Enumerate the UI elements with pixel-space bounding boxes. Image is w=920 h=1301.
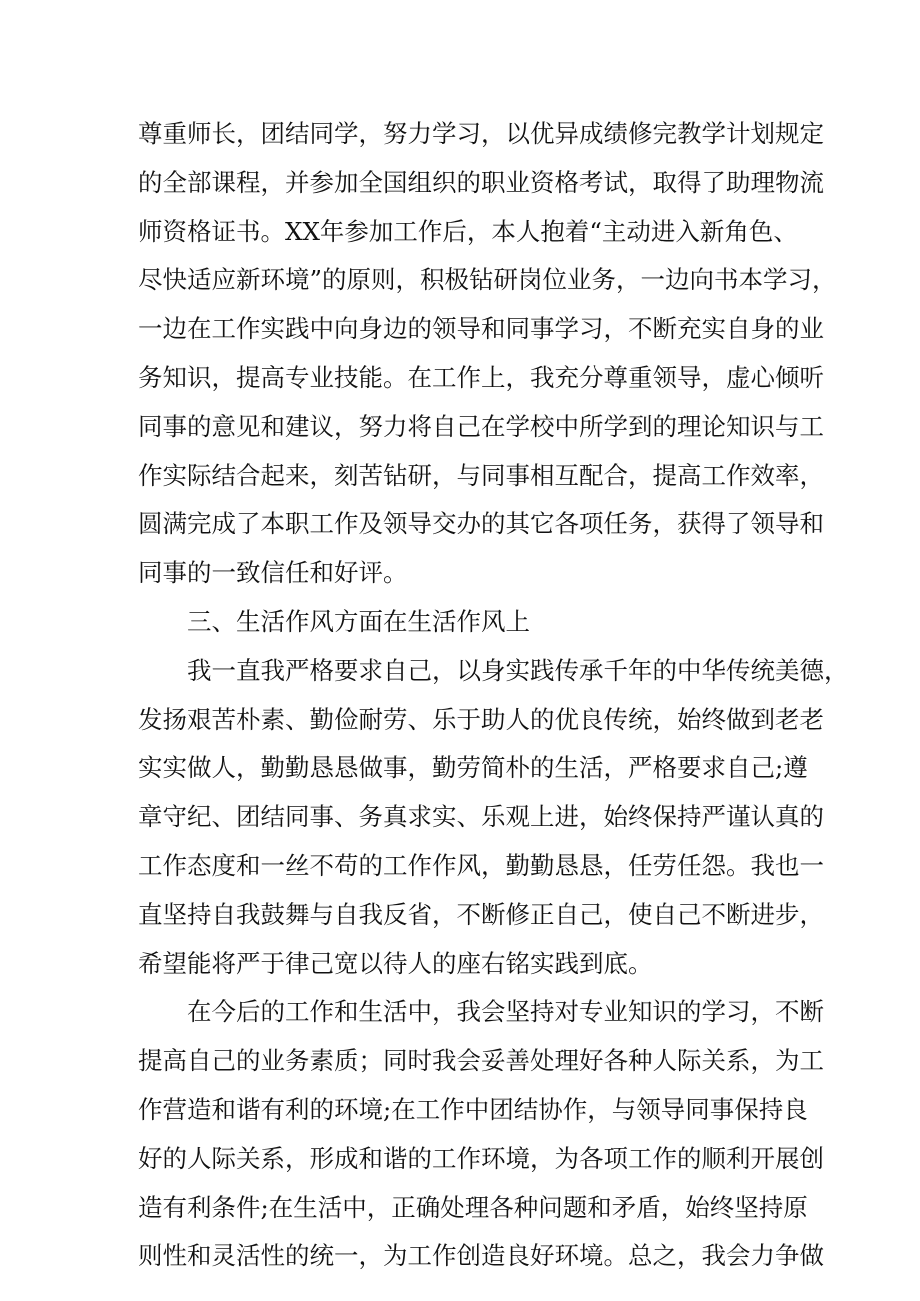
text-line: 同事的意见和建议，努力将自己在学校中所学到的理论知识与工 — [138, 411, 824, 441]
text-line: 发扬艰苦朴素、勤俭耐劳、乐于助人的优良传统，始终做到老老 — [138, 704, 824, 734]
text-line: 提高自己的业务素质；同时我会妥善处理好各种人际关系，为工 — [138, 1046, 824, 1076]
text-line: 直坚持自我鼓舞与自我反省，不断修正自己，使自己不断进步， — [138, 899, 824, 929]
text-line: 我一直我严格要求自己，以身实践传承千年的中华传统美德， — [187, 655, 849, 685]
text-line: 师资格证书。XX年参加工作后，本人抱着“主动进入新角色、 — [138, 216, 798, 246]
text-line: 务知识，提高专业技能。在工作上，我充分尊重领导，虚心倾听 — [138, 362, 824, 392]
text-line: 尊重师长，团结同学，努力学习，以优异成绩修完教学计划规定 — [138, 119, 824, 148]
section-heading — [138, 598, 790, 647]
paragraph — [138, 647, 849, 989]
text-line: 一边在工作实践中向身边的领导和同事学习，不断充实自身的业 — [138, 314, 824, 344]
text-line: 章守纪、团结同事、务真求实、乐观上进，始终保持严谨认真的 — [138, 802, 824, 832]
text-line: 的全部课程，并参加全国组织的职业资格考试，取得了助理物流 — [138, 167, 824, 197]
document-body — [138, 110, 849, 1281]
text-line: 好的人际关系，形成和谐的工作环境，为各项工作的顺利开展创 — [138, 1143, 824, 1173]
text-line: 作营造和谐有利的环境;在工作中团结协作，与领导同事保持良 — [138, 1094, 808, 1124]
text-line: 工作态度和一丝不苟的工作作风，勤勤恳恳，任劳任怨。我也一 — [138, 850, 824, 880]
text-line: 造有利条件;在生活中，正确处理各种问题和矛盾，始终坚持原 — [138, 1192, 808, 1222]
text-line: 三、生活作风方面在生活作风上 — [187, 606, 530, 636]
paragraph — [138, 988, 824, 1281]
text-line: 尽快适应新环境”的原则，积极钻研岗位业务，一边向书本学习， — [138, 265, 837, 295]
paragraph — [138, 110, 837, 598]
text-line: 希望能将严于律己宽以待人的座右铭实践到底。 — [138, 948, 653, 978]
text-line: 作实际结合起来，刻苦钻研，与同事相互配合，提高工作效率， — [138, 460, 824, 490]
text-line: 实实做人，勤勤恳恳做事，勤劳简朴的生活，严格要求自己;遵 — [138, 753, 808, 783]
text-line: 同事的一致信任和好评。 — [138, 558, 408, 588]
text-line: 在今后的工作和生活中，我会坚持对专业知识的学习，不断 — [187, 997, 824, 1027]
text-line: 圆满完成了本职工作及领导交办的其它各项任务，获得了领导和 — [138, 509, 824, 539]
text-line: 则性和灵活性的统一，为工作创造良好环境。总之，我会力争做 — [138, 1241, 824, 1271]
